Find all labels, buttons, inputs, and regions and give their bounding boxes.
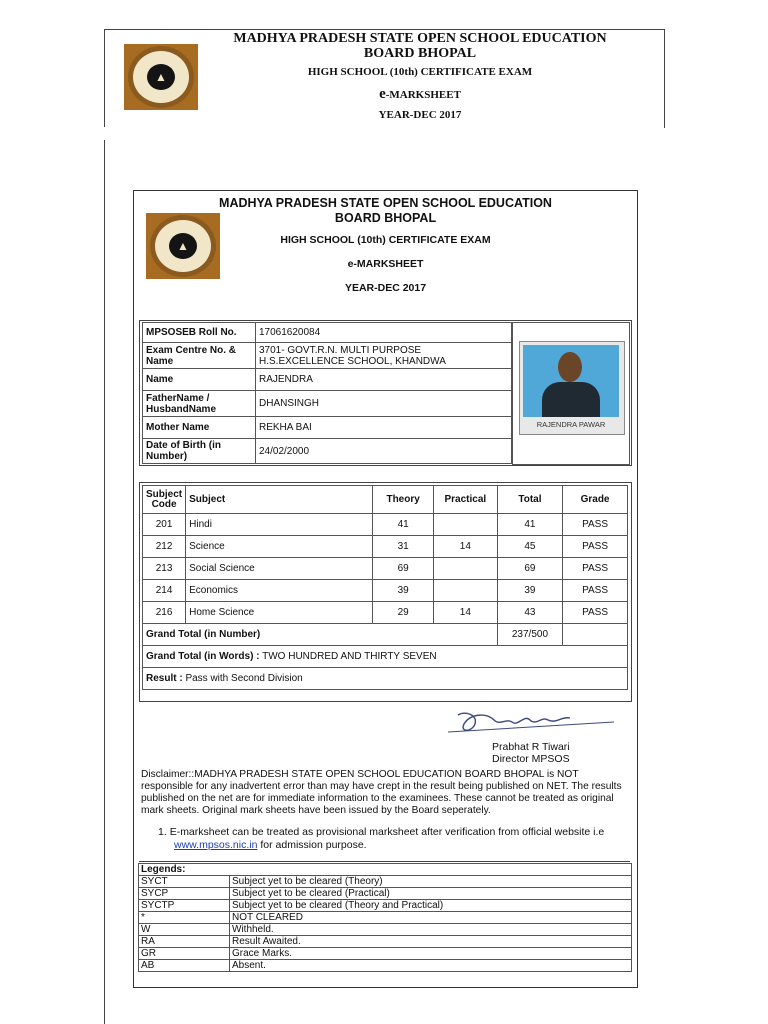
total-marks: 45 — [497, 536, 562, 558]
board-logo-top — [124, 44, 198, 110]
legend-code: GR — [139, 948, 230, 960]
legend-desc: Absent. — [230, 960, 632, 972]
table-row — [143, 602, 628, 624]
result-label: Result : — [146, 673, 183, 684]
director-signature — [444, 706, 624, 741]
photo-caption: RAJENDRA PAWAR — [536, 420, 606, 429]
subject-code: 216 — [143, 602, 186, 624]
col-code-header: Subject Code — [143, 486, 186, 514]
table-row — [143, 514, 628, 536]
table-row — [143, 580, 628, 602]
subject-code: 213 — [143, 558, 186, 580]
legend-code: SYCT — [139, 876, 230, 888]
card-marksheet-title: e-MARKSHEET — [347, 258, 424, 270]
card-title-line1: MADHYA PRADESH STATE OPEN SCHOOL EDUCATION — [219, 196, 552, 210]
legend-code: RA — [139, 936, 230, 948]
grade: PASS — [563, 558, 628, 580]
signatory-name: Prabhat R Tiwari — [492, 741, 570, 753]
grand-total-label: Grand Total (in Number) — [143, 624, 498, 646]
legends-title: Legends: — [139, 864, 632, 876]
grand-total-words — [143, 646, 628, 668]
student-info-table — [142, 322, 512, 464]
col-subject-header: Subject — [186, 486, 373, 514]
mother-value: REKHA BAI — [256, 417, 512, 439]
page-left-border — [104, 140, 105, 1024]
legend-code: W — [139, 924, 230, 936]
grade: PASS — [563, 536, 628, 558]
legend-row — [139, 888, 632, 900]
legend-row — [139, 900, 632, 912]
theory-marks: 69 — [373, 558, 434, 580]
signatory-title: Director MPSOS — [492, 753, 570, 765]
marksheet-rest: -MARKSHEET — [385, 89, 461, 101]
dob-value: 24/02/2000 — [256, 439, 512, 464]
grade: PASS — [563, 602, 628, 624]
name-label: Name — [143, 369, 256, 391]
col-practical-header: Practical — [433, 486, 497, 514]
card-exam-title: HIGH SCHOOL (10th) CERTIFICATE EXAM — [280, 234, 491, 246]
legend-desc: Result Awaited. — [230, 936, 632, 948]
note-text-before: E-marksheet can be treated as provisional marksheet after verification from official website i.e — [169, 826, 605, 838]
theory-marks: 41 — [373, 514, 434, 536]
result-row — [143, 668, 628, 690]
centre-label: Exam Centre No. & Name — [143, 343, 256, 369]
father-label: FatherName / HusbandName — [143, 391, 256, 417]
words-label: Grand Total (in Words) : — [146, 651, 260, 662]
disclaimer: Disclaimer::MADHYA PRADESH STATE OPEN SCHOOL EDUCATION BOARD BHOPAL is NOT responsible for any inadvertent error than may have crept in the result being published on NET. The results published on the net are for immediate information to the examinees. These cannot be treated as original mark sheets. Original mark sheets have been issued by the Board seperately. — [141, 769, 622, 816]
legend-desc: Subject yet to be cleared (Theory and Practical) — [230, 900, 632, 912]
total-marks: 41 — [497, 514, 562, 536]
centre-value: 3701- GOVT.R.N. MULTI PURPOSE H.S.EXCELLENCE SCHOOL, KHANDWA — [256, 343, 512, 369]
col-theory-header: Theory — [373, 486, 434, 514]
practical-marks — [433, 558, 497, 580]
legend-row — [139, 936, 632, 948]
words-value: TWO HUNDRED AND THIRTY SEVEN — [262, 651, 437, 662]
subject-name: Economics — [186, 580, 373, 602]
top-year: YEAR-DEC 2017 — [378, 109, 462, 121]
legend-row — [139, 912, 632, 924]
practical-marks: 14 — [433, 536, 497, 558]
theory-marks: 39 — [373, 580, 434, 602]
legend-row — [139, 876, 632, 888]
top-header-left-border — [104, 29, 105, 127]
legend-desc: Withheld. — [230, 924, 632, 936]
col-total-header: Total — [497, 486, 562, 514]
total-marks: 69 — [497, 558, 562, 580]
theory-marks: 31 — [373, 536, 434, 558]
practical-marks — [433, 514, 497, 536]
note-bottom-rule — [139, 861, 630, 862]
legend-code: SYCP — [139, 888, 230, 900]
legend-code: AB — [139, 960, 230, 972]
photo-body — [542, 382, 600, 417]
legend-desc: Grace Marks. — [230, 948, 632, 960]
grade: PASS — [563, 514, 628, 536]
marksheet-e: e — [379, 86, 386, 102]
photo-head — [558, 352, 582, 382]
table-row — [143, 536, 628, 558]
subject-code: 214 — [143, 580, 186, 602]
legend-code: * — [139, 912, 230, 924]
dob-label: Date of Birth (in Number) — [143, 439, 256, 464]
grand-total-value: 237/500 — [497, 624, 562, 646]
legend-row — [139, 924, 632, 936]
top-title-line1: MADHYA PRADESH STATE OPEN SCHOOL EDUCATION — [233, 31, 607, 46]
total-marks: 43 — [497, 602, 562, 624]
student-photo — [519, 341, 625, 435]
subject-code: 201 — [143, 514, 186, 536]
legend-desc: Subject yet to be cleared (Theory) — [230, 876, 632, 888]
legend-row — [139, 948, 632, 960]
subject-code: 212 — [143, 536, 186, 558]
legend-desc: Subject yet to be cleared (Practical) — [230, 888, 632, 900]
subject-name: Hindi — [186, 514, 373, 536]
total-marks: 39 — [497, 580, 562, 602]
name-value: RAJENDRA — [256, 369, 512, 391]
note-text-after: for admission purpose. — [257, 838, 367, 851]
mother-label: Mother Name — [143, 417, 256, 439]
marksheet-card — [133, 190, 638, 988]
theory-marks: 29 — [373, 602, 434, 624]
subject-name: Science — [186, 536, 373, 558]
legend-row — [139, 960, 632, 972]
top-marksheet-title — [210, 86, 630, 103]
practical-marks — [433, 580, 497, 602]
card-year: YEAR-DEC 2017 — [344, 282, 427, 294]
col-grade-header: Grade — [563, 486, 628, 514]
roll-value: 17061620084 — [256, 323, 512, 343]
provisional-note — [158, 826, 624, 851]
marks-table — [142, 485, 628, 690]
card-title-line2: BOARD BHOPAL — [334, 211, 437, 225]
legend-desc: NOT CLEARED — [230, 912, 632, 924]
subject-name: Social Science — [186, 558, 373, 580]
legend-code: SYCTP — [139, 900, 230, 912]
table-row — [143, 558, 628, 580]
result-value: Pass with Second Division — [185, 673, 303, 684]
mpsos-website-link[interactable]: www.mpsos.nic.in — [174, 838, 258, 851]
emblem-icon: ▲ — [147, 64, 175, 90]
top-exam-title: HIGH SCHOOL (10th) CERTIFICATE EXAM — [307, 66, 533, 78]
grade: PASS — [563, 580, 628, 602]
practical-marks: 14 — [433, 602, 497, 624]
roll-label: MPSOSEB Roll No. — [143, 323, 256, 343]
note-number: 1. — [158, 826, 167, 838]
father-value: DHANSINGH — [256, 391, 512, 417]
legends-table — [138, 863, 632, 972]
top-title-line2: BOARD BHOPAL — [363, 46, 477, 61]
subject-name: Home Science — [186, 602, 373, 624]
emblem-icon: ▲ — [169, 233, 197, 259]
